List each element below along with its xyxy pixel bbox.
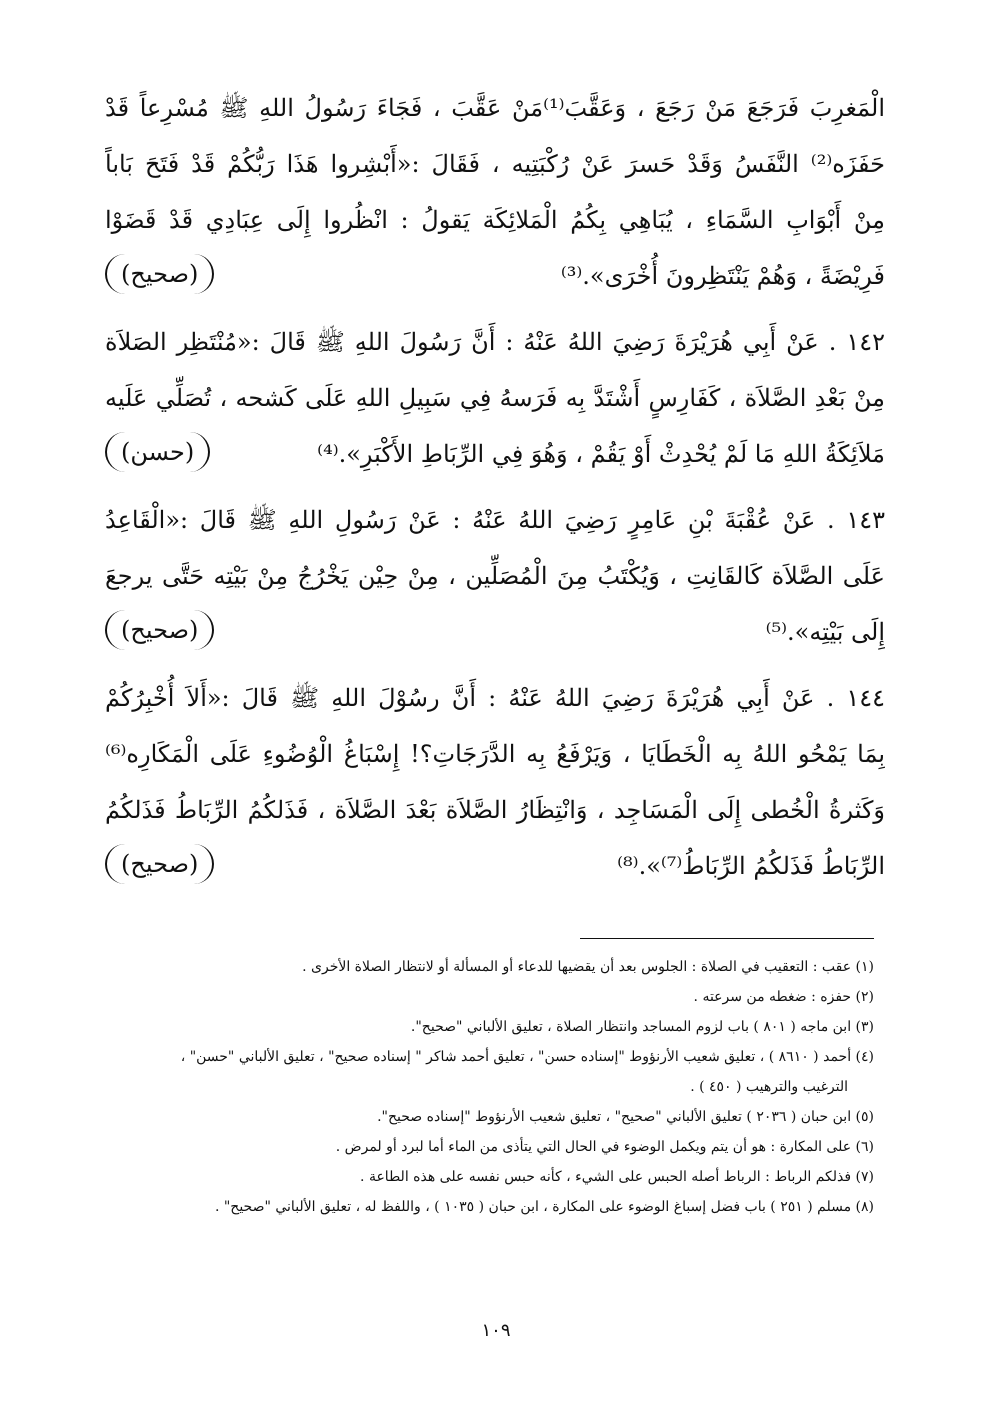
grade-badge: (صحيح) <box>105 610 214 650</box>
footnote-6: (٦) على المكارة : هو أن يتم ويكمل الوضوء في الحال التي يتأذى من الماء أما لبرد أو لمرض . <box>335 1139 874 1155</box>
footnote-2: (٢) حفزه : ضغطه من سرعته . <box>693 989 874 1005</box>
text-line: مِنْ بَعْدِ الصَّلاَة ، كَفَارِسٍ أَشْتَدَّ بِه فَرَسهُ فِي سَبِيلِ اللهِ عَلَى كَشحه ، تُصَلِّي عَلَيه <box>105 384 885 412</box>
text-line-content: إِلَى بَيْتِه».⁽⁵⁾ <box>765 618 885 646</box>
grade-badge: (صحيح) <box>105 254 214 294</box>
footnote-divider <box>580 938 874 939</box>
footnote-4: (٤) أحمد ( ٨٦١٠ ) ، تعليق شعيب الأرنؤوط "إسناده حسن" ، تعليق أحمد شاكر " إسناده صحيح" ، تعليق الألباني "حسن" ، <box>180 1049 874 1065</box>
footnote-1: (١) عقب : التعقيب في الصلاة : الجلوس بعد أن يقضيها للدعاء أو المسألة أو لانتظار الصلاة الأخرى . <box>302 959 874 975</box>
text-line-last <box>105 604 885 660</box>
text-line: مِنْ أَبْوَابِ السَّمَاءِ ، يُبَاهِي بِكُمُ الْمَلائِكَة يَقولُ : انْظُروا إِلَى عِبَادِي قَدْ قَضَوْا <box>105 206 885 234</box>
text-line-last <box>105 426 885 482</box>
text-line: ١٤٤ . عَنْ أَبِي هُرَيْرَةَ رَضِيَ اللهُ عَنْهُ : أَنَّ رسُوْلَ اللهِ ﷺ قَالَ :«أَلاَ أُخْبِرُكُمْ <box>105 684 885 712</box>
text-line-content: الرِّبَاطُ فَذَلكُمُ الرِّبَاطُ⁽⁷⁾».⁽⁸⁾ <box>617 852 885 880</box>
text-line: وَكَثرةُ الْخُطى إِلَى الْمَسَاجِد ، وَانْتِظَارُ الصَّلاَة بَعْدَ الصَّلاَة ، فَذَلكُمُ الرِّبَاطُ فَذَلكُمُ <box>105 796 885 824</box>
text-line-last <box>105 838 885 894</box>
text-line: حَفَزَه⁽²⁾ النَّفَسُ وَقَدْ حَسرَ عَنْ رُكْبَتِيه ، فَقَالَ :«أَبْشِروا هَذَا رَبُّكُمْ قَدْ فَتَحَ بَاباً <box>105 150 885 178</box>
grade-badge: (حسن) <box>105 432 210 472</box>
footnote-3: (٣) ابن ماجه ( ٨٠١ ) باب لزوم المساجد وانتظار الصلاة ، تعليق الألباني "صحيح". <box>410 1019 874 1035</box>
text-line-content: فَرِيْضَةً ، وَهُمْ يَنْتَظِرونَ أُخْرَى».⁽³⁾ <box>560 262 885 290</box>
footnote-7: (٧) فذلكم الرباط : الرباط أصله الحبس على الشيء ، كأنه حبس نفسه على هذه الطاعة . <box>360 1169 874 1185</box>
page-number: ١٠٩ <box>481 1320 511 1341</box>
hadith-paragraph-143 <box>105 492 885 660</box>
text-line: الْمَغرِبَ فَرَجَعَ مَنْ رَجَعَ ، وَعَقَّبَ⁽¹⁾مَنْ عَقَّبَ ، فَجَاءَ رَسُولُ اللهِ ﷺ مُسْرِعاً قَدْ <box>105 94 885 122</box>
text-line: ١٤٣ . عَنْ عُقْبَةَ بْنِ عَامِرٍ رَضِيَ اللهُ عَنْهُ : عَنْ رَسُولِ اللهِ ﷺ قَالَ :«الْقَاعِدُ <box>105 506 885 534</box>
footnote-5: (٥) ابن حبان ( ٢٠٣٦ ) تعليق الألباني "صحيح" ، تعليق شعيب الأرنؤوط "إسناده صحيح". <box>377 1109 874 1125</box>
text-line-last <box>105 248 885 304</box>
hadith-paragraph-1 <box>105 80 885 304</box>
text-line: عَلَى الصَّلاَة كَالقَانِتِ ، وَيُكْتَبُ مِنَ الْمُصَلِّين ، مِنْ حِيْن يَخْرُجُ مِنْ بَيْتِه حَتَّى يرجعَ <box>105 562 885 590</box>
footnotes <box>108 952 874 1222</box>
main-text <box>105 80 885 894</box>
hadith-paragraph-144 <box>105 670 885 894</box>
text-line: بِمَا يَمْحُو اللهُ بِه الْخَطَايَا ، وَيَرْفَعُ بِه الدَّرَجَاتِ؟! إِسْبَاغُ الْوُضُوءِ عَلَى الْمَكَارِه⁽⁶⁾ <box>105 740 885 768</box>
footnote-8: (٨) مسلم ( ٢٥١ ) باب فضل إسباغ الوضوء على المكارة ، ابن حبان ( ١٠٣٥ ) ، واللفظ له ، تعليق الألباني "صحيح" . <box>214 1199 874 1215</box>
hadith-paragraph-142 <box>105 314 885 482</box>
grade-badge: (صحيح) <box>105 844 214 884</box>
text-line-content: مَلاَئِكَةُ اللهِ مَا لَمْ يُحْدِثْ أَوْ يَقُمْ ، وَهُوَ فِي الرِّبَاطِ الأَكْبَرِ».⁽⁴⁾ <box>317 440 885 468</box>
footnote-4-continued: الترغيب والترهيب ( ٤٥٠ ) . <box>690 1079 848 1095</box>
text-line: ١٤٢ . عَنْ أَبِي هُرَيْرَةَ رَضِيَ اللهُ عَنْهُ : أَنَّ رَسُولَ اللهِ ﷺ قَالَ :«مُنْتَظِر الصَلاَة <box>105 328 885 356</box>
